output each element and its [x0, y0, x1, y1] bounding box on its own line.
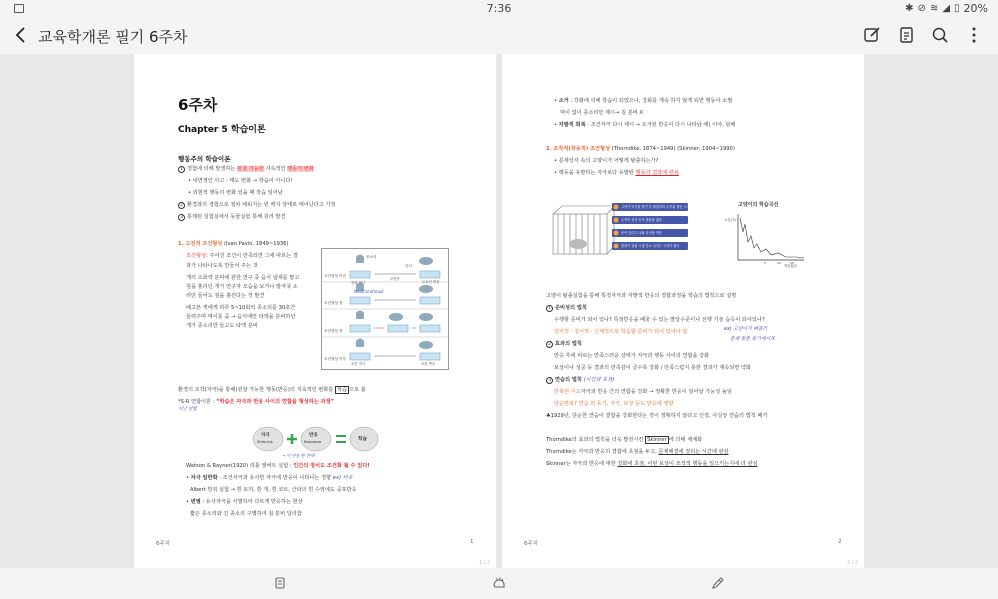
conditioning-def-2: 과가 나타나도록 만들어 주는 것 [186, 263, 258, 269]
law-readiness: 1 준비성의 법칙 [546, 305, 587, 312]
document-icon[interactable] [896, 25, 916, 45]
status-icons [905, 2, 988, 15]
pdf-page-2 [502, 54, 864, 568]
hand-tool-icon[interactable] [491, 575, 507, 591]
puzzle-box-illustration [550, 200, 690, 258]
document-title: 교육학개론 필기 6주차 [38, 28, 188, 46]
back-arrow-icon[interactable] [12, 25, 30, 45]
definition-item-2: 2 환경과의 경험으로 점차 채워지는 빈 백지 상태로 태어난다고 가정 [178, 202, 336, 209]
dog-text-2: 침을 흘리던 개가 연구자 모습을 보거나 발자국 소 [186, 284, 298, 290]
law-readiness-desc-2: 먼저적 · 정서적 · 신체적으로 학습할 준비가 되어 있어야 함 [554, 329, 688, 335]
spontaneous-recovery: • 자발적 회복 : 조건자극 다시 제시 → 소거된 반응이 다시 나타남 예) 이야, 담배 [554, 122, 736, 128]
handwritten-eq-note: → 이 반응 한 번에! [282, 453, 316, 458]
section-title: 행동주의 학습이론 [178, 155, 231, 163]
handwritten-neutral-stimuli: Neutral stimuli [354, 289, 384, 294]
diagram-label-ucr: 무조건 반응 [422, 280, 440, 284]
tool-icon[interactable] [272, 575, 288, 591]
more-options-icon[interactable] [964, 25, 984, 45]
bell-text-2: 들려주며 먹이를 줌 → 음식에만 타액을 분비하던 [186, 314, 296, 320]
app-bar [0, 18, 998, 54]
signal-icon: ◢ [942, 3, 951, 14]
law-exercise-desc-1: 반복된 시도자극과 반응 간의 연합을 강화 → 정확한 반응이 일어날 가능성 높임 [554, 389, 732, 395]
diagram-label-bell: 종소리 [366, 255, 377, 259]
mute-icon: ⊘ [917, 3, 926, 14]
operant-question: • 문제상자 속의 고양이가 어떻게 탈출하는가? [554, 158, 659, 164]
learning-curve [724, 202, 814, 268]
stimulus-label: 자극 [261, 433, 270, 438]
thorndike-skinner-3: Skinner는 자극과 반응에 대한 강화에 초점, 어떤 보상이 조작적 행동을 일으키는지에 더 관심 [546, 461, 758, 467]
chapter-title: Chapter 5 학습이론 [178, 125, 266, 135]
extinction: • 소거 : 강화에 의해 학습이 되었으나, 강화를 계속 하지 않게 되면 행동이 소멸 [554, 98, 733, 104]
conditioning-def-1: 조건형성: 주어진 조건이 만족되면 그에 따르는 결 [186, 253, 298, 259]
cat-experiment-summary: 고양이 탈출실험을 통해 특정자극과 자발적 반응의 결합과정을 학습의 법칙으로 설명 [546, 293, 737, 299]
page-footer: 6주차 [156, 541, 171, 547]
diagram-label-cr: 조건 반응 [421, 362, 436, 366]
dog-text-3: 리만 들어도 침을 흘린다는 것 발견 [186, 293, 265, 299]
handwritten-readiness-1: ex) 고양이가 배불러 [724, 327, 768, 332]
bell-text-1: 배고픈 개에게 하루 5~10회씩 종소리를 30초간 [186, 305, 296, 311]
box-step-1: 고양이 먹이를 발견 후 탈출하려 무작위 행동 시도 [621, 205, 690, 209]
curve-tick-15: 15 [790, 261, 794, 265]
diagram-label-cs: 조건 자극 [351, 362, 366, 366]
page-title: 6주차 [178, 96, 218, 114]
law-effect: 2 효과의 법칙 [546, 341, 582, 348]
law-effect-desc-2: 보상이나 성공 등 결과의 만족감이 클수록 강화 / 만족스럽지 못한 결과가 계속되면 약화 [554, 365, 751, 371]
diagram-label-food: 음식 [405, 264, 412, 268]
wifi-icon: ≋ [929, 3, 939, 14]
bottom-toolbar [0, 568, 998, 599]
page-number: 1 [470, 539, 474, 545]
albert-experiment: Albert 흰쥐 실험 → 흰 토끼, 흰 개, 흰 코트, 산타의 흰 수염에도 공포반응 [190, 487, 357, 493]
law-readiness-desc-1: 수행할 준비가 되어 있나? 특정반응을 배울 수 있는 발달수준이나 선행 기술 습득이 되어있나? [554, 317, 765, 323]
thorndike-skinner-1: Thorndike의 효과의 법칙을 더욱 발전시킨 Skinner 에 의해 체계화 [546, 437, 703, 443]
handwritten-sr: 지난 연합 [178, 407, 197, 412]
curve-x-label: 학습횟수 [784, 264, 798, 268]
handwritten-readiness-2: 문제 맞춘 찾기에서 X [730, 337, 775, 342]
sub-bullet-2: • 외현적 행동의 변화 있을 때 학습 일어남 [188, 190, 283, 196]
watson-experiment: Watson & Rayner(1920) 리틀 앨버트 실험 : 인간의 정서도 조건화 될 수 있다! [186, 463, 370, 469]
curve-y-label: 시간(초) [724, 218, 737, 222]
box-step-2: 우연히 상자 안의 발판을 밟음 [621, 218, 663, 222]
thorndike-skinner-2: Thorndike는 자극과 반응의 결합에 초점을 두고, 문제해결에 걸리는 시간에 관심 [546, 449, 729, 455]
edit-icon[interactable] [862, 25, 882, 45]
pavlov-diagram-art [322, 249, 450, 371]
diagram-label-during-2: 조건형성 중 [324, 329, 343, 333]
diagram-label-before: 조건형성 이전 [324, 274, 346, 278]
response-en-label: Response [304, 440, 322, 444]
discrimination: • 변별 : 유사자극을 식별하여 다르게 반응하는 현상 [186, 499, 303, 505]
law-exercise-note: ♣1929년, 단순한 연습이 결합을 강화한다는 것이 정확하지 않다고 인정, 사실상 연습의 법칙 폐기 [546, 413, 768, 419]
search-icon[interactable] [930, 25, 950, 45]
pen-tool-icon[interactable] [710, 575, 726, 591]
sr-theory: *S-R 연합이론 : “학습은 자극과 반응 사이의 연합을 형성하는 과정” [178, 399, 334, 405]
battery-level: 20% [963, 2, 988, 15]
status-bar [0, 0, 998, 18]
curve-tick-5: 5 [764, 261, 766, 265]
bluetooth-icon: ✱ [905, 3, 914, 14]
extinction-example: 먹이 없이 종소리만 제시→ 침 분비 X [560, 110, 643, 116]
definition-item-1: 1 경험에 의해 발생하는 관찰 가능한 지속적인 행동의 변화 [178, 166, 314, 173]
pavlov-diagram [321, 248, 449, 370]
definition-item-3: 3 통제된 실험실에서 동물실험 통해 원리 발견 [178, 214, 285, 221]
curve-tick-10: 10 [777, 261, 781, 265]
box-step-3: 문이 열리고 나와 음식을 먹음 [621, 231, 663, 235]
pdf-page-1 [134, 54, 496, 568]
response-label: 반응 [309, 433, 318, 438]
classical-heading: 1. 고전적 조건형성 (Ivan Pavlo, 1849~1936) [178, 241, 289, 247]
environment-text: 환경의 조작(자극)을 통해(관찰 가능한 행동(반응)의 지속적인 변화를 학습 으로 봄 [178, 387, 366, 393]
diagram-label-neutral: 중성 자극 [351, 281, 366, 285]
page-number: 2 [838, 539, 842, 545]
sr-equation [252, 424, 380, 458]
page-counter: 1 / 2 [479, 560, 491, 566]
law-exercise-desc-2: 단순반복? 연습 외 동기, 자극, 보상 등도 반응에 영향 [554, 401, 674, 407]
battery-icon: ▯ [954, 3, 960, 14]
diagram-label-after: 조건형성 이후 [324, 357, 346, 361]
learning-label: 학습 [358, 437, 367, 442]
dog-text-1: 개의 소화액 분비에 관한 연구 중 음식 냄새를 맡고 [186, 275, 300, 281]
operant-focus: • 행동을 유발하는 자극보다 유발된 행동의 결과에 관심 [554, 170, 679, 176]
box-step-4: 발판이 열림 시행 감소 걸리는 시간이 줄어 [621, 244, 680, 248]
law-exercise: 3 연습의 법칙 (시간과 효과) [546, 377, 614, 384]
diagram-label-during: 조건형성 중 [324, 301, 343, 305]
discrimination-example: 짧은 종소리와 긴 종소리 구별하여 침 분비 달리함 [190, 511, 302, 517]
curve-title: 고양이의 학습곡선 [738, 202, 779, 208]
page-footer: 6주차 [524, 541, 539, 547]
generalization: • 자극 일반화 : 조건자극과 유사한 자극에 반응이 나타나는 경향 ex) 비유 [186, 475, 353, 481]
pdf-viewer[interactable] [0, 54, 998, 568]
diagram-label-no-response: 무반응 [390, 277, 400, 281]
law-effect-desc-1: 반응 후에 따르는 만족스러운 상태가 자극과 행동 사이의 연합을 강화 [554, 353, 710, 359]
stimulus-en-label: Stimulus [257, 440, 273, 444]
clock: 7:36 [486, 2, 512, 15]
toolbar [862, 25, 984, 45]
sub-bullet-1: • 내면적인 사고 · 태도 변화 → 학습이 아니다! [188, 178, 293, 184]
bell-text-3: 개가 종소리만 들고도 타액 분비 [186, 323, 258, 329]
operant-heading: 2. 조작적(작동적) 조건형성 (Thorndike, 1874~1949) (Skinner, 1904~1990) [546, 146, 735, 152]
curve-plot [724, 202, 814, 268]
page-counter: 2 / 2 [847, 560, 859, 566]
